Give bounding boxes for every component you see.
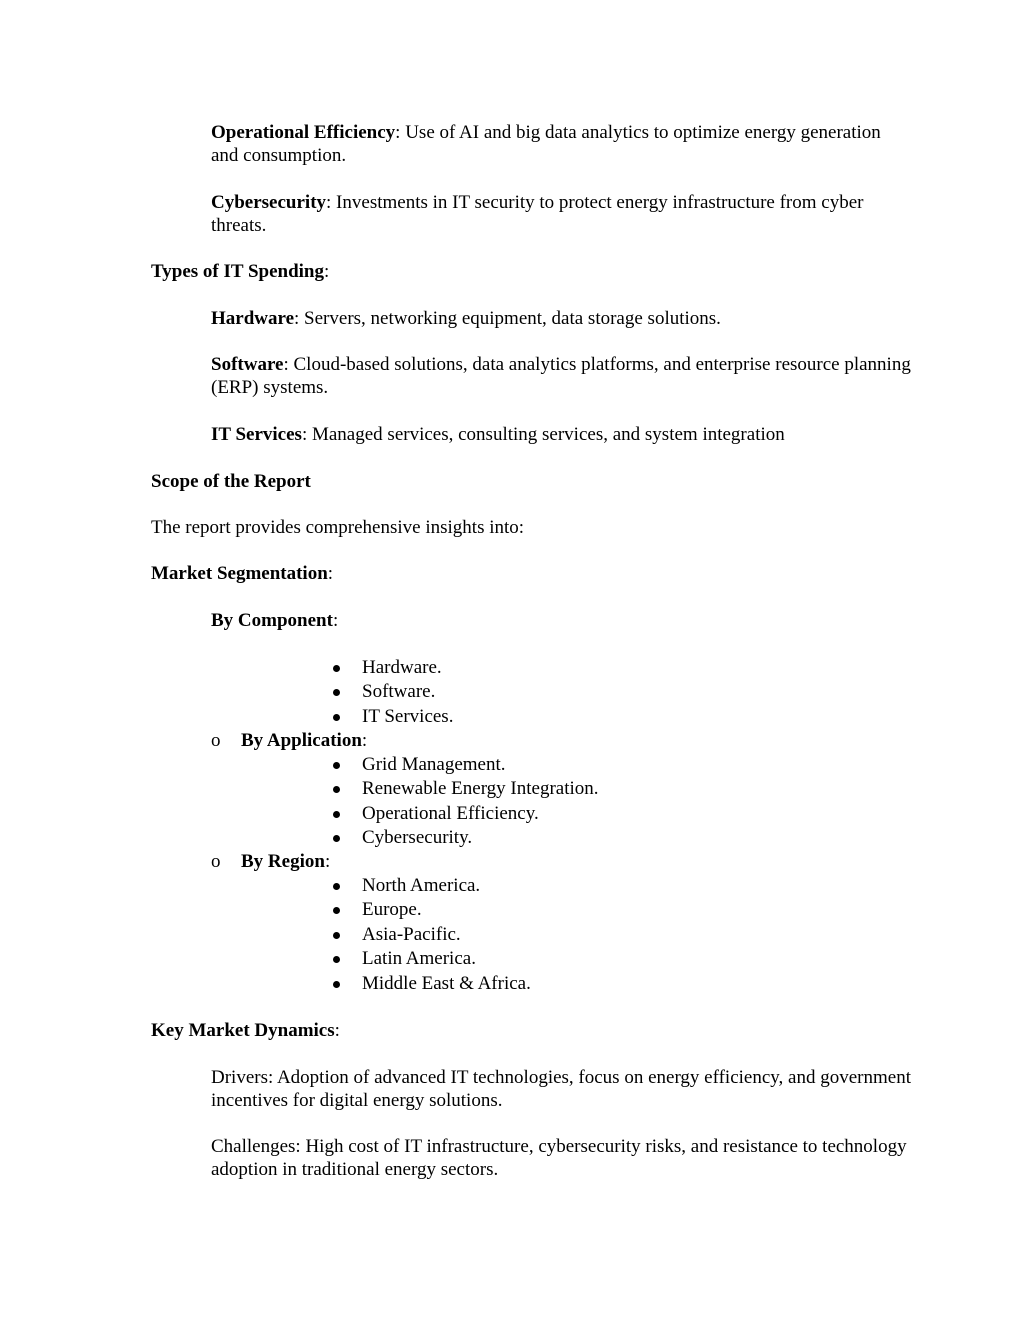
list-item: Middle East & Africa. xyxy=(333,972,531,996)
it-services-paragraph: IT Services: Managed services, consulting services, and system integration xyxy=(211,424,785,445)
by-application-heading: o By Application: xyxy=(211,730,368,751)
list-item: Grid Management. xyxy=(333,753,599,777)
challenges-paragraph: Challenges: High cost of IT infrastructure, cybersecurity risks, and resistance to technology adoption in traditional energy sectors. xyxy=(211,1136,907,1180)
bullet-icon xyxy=(333,811,340,818)
types-of-it-spending-heading: Types of IT Spending: xyxy=(151,261,330,282)
bullet-icon xyxy=(333,714,340,721)
circle-marker-icon: o xyxy=(211,851,221,872)
list-item: IT Services. xyxy=(333,705,453,729)
bullet-icon xyxy=(333,981,340,988)
operational-efficiency-paragraph: Operational Efficiency: Use of AI and big data analytics to optimize energy generation and consumption. xyxy=(211,122,881,166)
list-item: Software. xyxy=(333,680,453,704)
hardware-paragraph: Hardware: Servers, networking equipment, data storage solutions. xyxy=(211,308,721,329)
software-paragraph: Software: Cloud-based solutions, data analytics platforms, and enterprise resource planning (ERP) systems. xyxy=(211,354,911,398)
component-list xyxy=(333,656,453,729)
scope-intro: The report provides comprehensive insights into: xyxy=(151,517,525,538)
region-list xyxy=(333,874,531,996)
list-item: Operational Efficiency. xyxy=(333,802,599,826)
scope-heading: Scope of the Report xyxy=(151,471,311,492)
list-item: Latin America. xyxy=(333,947,531,971)
list-item: North America. xyxy=(333,874,531,898)
bullet-icon xyxy=(333,665,340,672)
bullet-icon xyxy=(333,689,340,696)
market-segmentation-heading: Market Segmentation: xyxy=(151,563,334,584)
list-item: Hardware. xyxy=(333,656,453,680)
list-item: Renewable Energy Integration. xyxy=(333,777,599,801)
bullet-icon xyxy=(333,956,340,963)
list-item: Cybersecurity. xyxy=(333,826,599,850)
drivers-paragraph: Drivers: Adoption of advanced IT technologies, focus on energy efficiency, and government incentives for digital energy solutions. xyxy=(211,1067,911,1111)
by-region-heading: o By Region: xyxy=(211,851,331,872)
bullet-icon xyxy=(333,835,340,842)
bullet-icon xyxy=(333,907,340,914)
list-item: Europe. xyxy=(333,898,531,922)
bullet-icon xyxy=(333,762,340,769)
by-component-heading: By Component: xyxy=(211,610,339,631)
bullet-icon xyxy=(333,786,340,793)
list-item: Asia-Pacific. xyxy=(333,923,531,947)
cybersecurity-paragraph: Cybersecurity: Investments in IT security to protect energy infrastructure from cyber threats. xyxy=(211,192,864,236)
bullet-icon xyxy=(333,883,340,890)
application-list xyxy=(333,753,599,851)
key-market-dynamics-heading: Key Market Dynamics: xyxy=(151,1020,340,1041)
bullet-icon xyxy=(333,932,340,939)
circle-marker-icon: o xyxy=(211,730,221,751)
